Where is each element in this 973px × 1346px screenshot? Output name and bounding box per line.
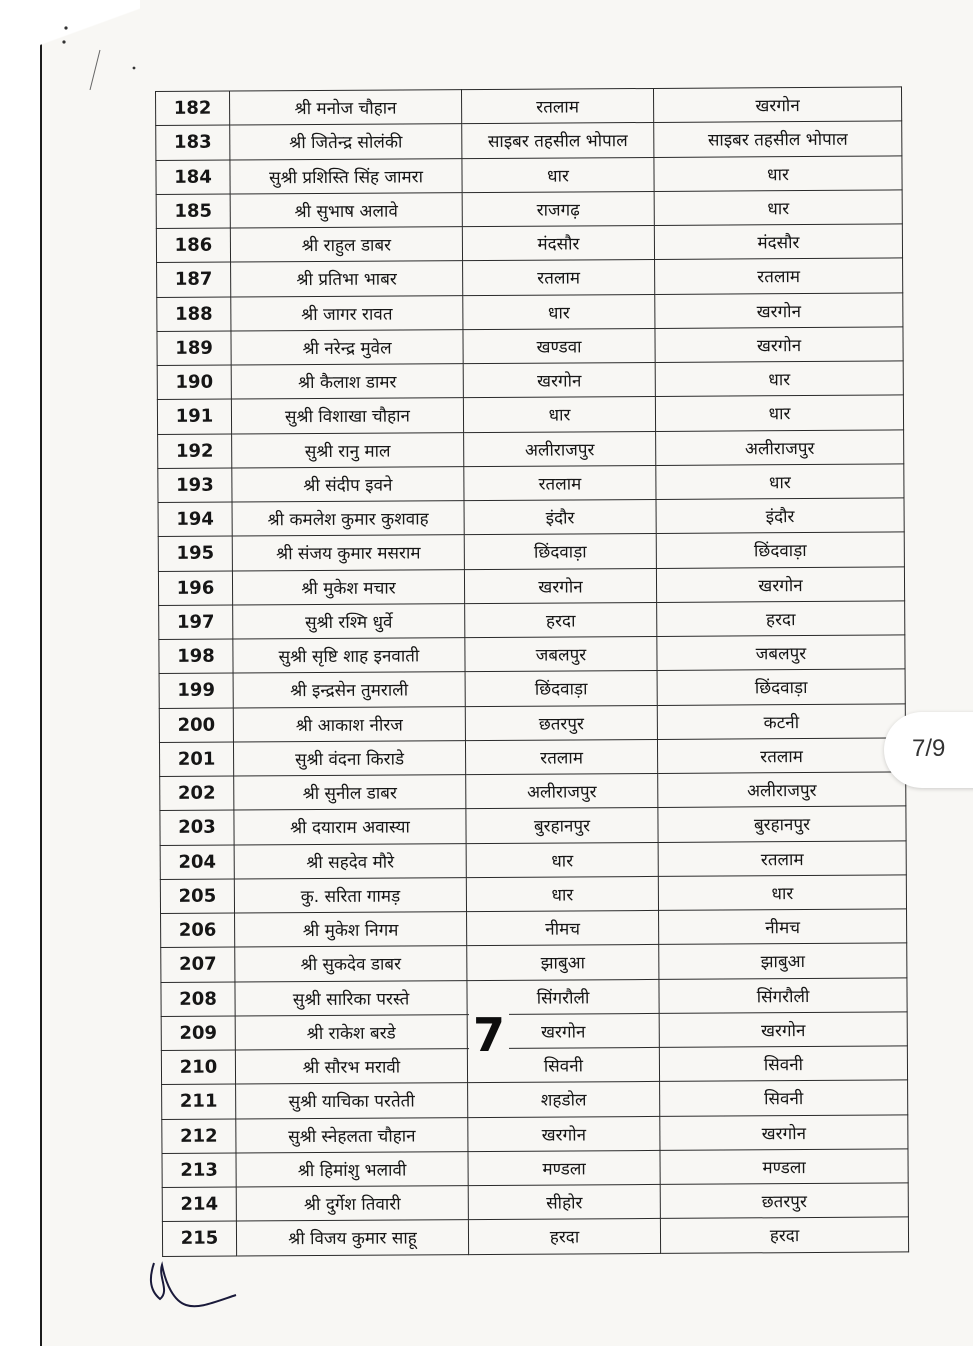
officer-name: सुश्री विशाखा चौहान [231, 398, 463, 434]
page-number: 7 [469, 1010, 509, 1060]
current-posting: छतरपुर [465, 705, 657, 740]
officer-name: श्री संदीप इवने [232, 466, 464, 502]
officer-name: श्री संजय कुमार मसराम [232, 535, 464, 571]
officer-name: सुश्री प्रशिस्ति सिंह जामरा [230, 158, 462, 194]
current-posting: साइबर तहसील भोपाल [462, 123, 654, 158]
serial-number: 197 [159, 605, 233, 640]
table-row [157, 361, 903, 400]
officer-name: श्री विजय कुमार साहू [236, 1220, 468, 1256]
new-posting: झाबुआ [659, 943, 907, 979]
new-posting: खरगोन [655, 292, 903, 328]
current-posting: अलीराजपुर [466, 773, 658, 808]
current-posting: मंदसौर [462, 225, 654, 260]
officer-name: श्री कमलेश कुमार कुशवाह [232, 501, 464, 537]
table-row [161, 909, 907, 948]
current-posting: रतलाम [461, 88, 653, 123]
page-indicator-badge[interactable] [884, 712, 973, 788]
table-row [160, 840, 906, 879]
table-row [161, 1012, 907, 1051]
new-posting: छिंदवाड़ा [657, 669, 905, 705]
officer-name: श्री हिमांशु भलावी [236, 1151, 468, 1187]
serial-number: 188 [157, 297, 231, 332]
new-posting: धार [655, 395, 903, 431]
new-posting: धार [658, 875, 906, 911]
serial-number: 205 [160, 879, 234, 914]
current-posting: रतलाम [463, 260, 655, 295]
current-posting: जबलपुर [465, 636, 657, 671]
table-row [156, 155, 902, 194]
new-posting: हरदा [660, 1217, 908, 1253]
new-posting: इंदौर [656, 498, 904, 534]
serial-number: 187 [157, 262, 231, 297]
new-posting: खरगोन [660, 1114, 908, 1150]
new-posting: धार [654, 190, 902, 226]
new-posting: मण्डला [660, 1149, 908, 1185]
serial-number: 183 [156, 125, 230, 160]
serial-number: 203 [160, 810, 234, 845]
page-margin [0, 0, 42, 1346]
current-posting: हरदा [465, 602, 657, 637]
new-posting: छतरपुर [660, 1183, 908, 1219]
serial-number: 196 [158, 571, 232, 606]
officer-name: श्री मुकेश निगम [235, 912, 467, 948]
current-posting: सीहोर [468, 1184, 660, 1219]
officer-name: श्री दुर्गेश तिवारी [236, 1186, 468, 1222]
officer-name: श्री सुनील डाबर [234, 775, 466, 811]
serial-number: 206 [161, 913, 235, 948]
new-posting: सिंगरौली [659, 977, 907, 1013]
new-posting: अलीराजपुर [656, 429, 904, 465]
officer-name: श्री कैलाश डामर [231, 364, 463, 400]
current-posting: धार [462, 157, 654, 192]
current-posting: खण्डवा [463, 328, 655, 363]
current-posting: धार [463, 397, 655, 432]
new-posting: छिंदवाड़ा [656, 532, 904, 568]
new-posting: खरगोन [656, 566, 904, 602]
table-row [158, 532, 904, 571]
table-row [161, 977, 907, 1016]
new-posting: खरगोन [653, 87, 901, 123]
officer-name: श्री नरेन्द्र मुवेल [231, 329, 463, 365]
officer-name: सुश्री वंदना किराडे [233, 740, 465, 776]
new-posting: अलीराजपुर [658, 772, 906, 808]
serial-number: 202 [160, 776, 234, 811]
current-posting: छिंदवाड़ा [464, 534, 656, 569]
new-posting: धार [654, 155, 902, 191]
officer-name: श्री मुकेश मचार [232, 569, 464, 605]
serial-number: 213 [162, 1153, 236, 1188]
officer-name: श्री सौरभ मरावी [235, 1049, 467, 1085]
table-row [158, 498, 904, 537]
serial-number: 186 [156, 228, 230, 263]
table-row [159, 601, 905, 640]
serial-number: 210 [161, 1050, 235, 1085]
current-posting: खरगोन [467, 1013, 659, 1048]
signature [140, 1255, 250, 1315]
current-posting: बुरहानपुर [466, 808, 658, 843]
current-posting: धार [463, 294, 655, 329]
serial-number: 191 [157, 399, 231, 434]
serial-number: 193 [158, 468, 232, 503]
table-row [162, 1080, 908, 1119]
table-row [160, 875, 906, 914]
current-posting: धार [466, 842, 658, 877]
current-posting: इंदौर [464, 499, 656, 534]
new-posting: धार [655, 361, 903, 397]
officer-name: श्री सहदेव मौरे [234, 843, 466, 879]
new-posting: हरदा [657, 601, 905, 637]
serial-number: 189 [157, 331, 231, 366]
current-posting: धार [466, 876, 658, 911]
new-posting: साइबर तहसील भोपाल [654, 121, 902, 157]
new-posting: कटनी [657, 703, 905, 739]
table-body [156, 87, 909, 1256]
serial-number: 195 [158, 536, 232, 571]
table-row [161, 1046, 907, 1085]
table-row [157, 292, 903, 331]
table-row [162, 1114, 908, 1153]
officer-name: कु. सरिता गामड़ [234, 877, 466, 913]
table-row [159, 635, 905, 674]
table-row [159, 738, 905, 777]
officer-name: श्री जितेन्द्र सोलंकी [230, 124, 462, 160]
new-posting: बुरहानपुर [658, 806, 906, 842]
serial-number: 204 [160, 845, 234, 880]
table-row [158, 429, 904, 468]
scan-marks [60, 20, 140, 90]
serial-number: 214 [162, 1187, 236, 1222]
current-posting: सिवनी [467, 1047, 659, 1082]
table-row [157, 258, 903, 297]
serial-number: 190 [157, 365, 231, 400]
table-row [161, 943, 907, 982]
serial-number: 182 [156, 91, 230, 126]
new-posting: रतलाम [657, 738, 905, 774]
current-posting: अलीराजपुर [464, 431, 656, 466]
new-posting: सिवनी [659, 1046, 907, 1082]
officer-name: श्री राहुल डाबर [230, 227, 462, 263]
serial-number: 200 [159, 708, 233, 743]
current-posting: खरगोन [463, 362, 655, 397]
current-posting: शहडोल [468, 1082, 660, 1117]
officer-name: श्री दयाराम अवास्या [234, 809, 466, 845]
new-posting: जबलपुर [657, 635, 905, 671]
current-posting: छिंदवाड़ा [465, 671, 657, 706]
table-row [157, 327, 903, 366]
table-row [157, 395, 903, 434]
officer-name: श्री मनोज चौहान [230, 90, 462, 126]
new-posting: खरगोन [659, 1012, 907, 1048]
table-row [158, 566, 904, 605]
table-row [156, 190, 902, 229]
new-posting: रतलाम [655, 258, 903, 294]
officer-name: सुश्री सारिका परस्ते [235, 980, 467, 1016]
table-row [162, 1149, 908, 1188]
current-posting: खरगोन [468, 1116, 660, 1151]
officer-name: सुश्री याचिका परतेती [236, 1083, 468, 1119]
current-posting: मण्डला [468, 1150, 660, 1185]
new-posting: सिवनी [660, 1080, 908, 1116]
table-row [156, 87, 902, 126]
serial-number: 209 [161, 1016, 235, 1051]
serial-number: 212 [162, 1119, 236, 1154]
table-row [160, 772, 906, 811]
new-posting: खरगोन [655, 327, 903, 363]
new-posting: रतलाम [658, 840, 906, 876]
table-row [156, 224, 902, 263]
current-posting: झाबुआ [467, 945, 659, 980]
current-posting: रतलाम [465, 739, 657, 774]
officer-name: सुश्री रश्मि धुर्वे [233, 603, 465, 639]
transfer-list-table [155, 86, 909, 1256]
officer-name: श्री इन्द्रसेन तुमराली [233, 672, 465, 708]
serial-number: 192 [158, 434, 232, 469]
officer-name: श्री जागर रावत [231, 295, 463, 331]
current-posting: रतलाम [464, 465, 656, 500]
new-posting: मंदसौर [654, 224, 902, 260]
table-row [162, 1217, 908, 1256]
serial-number: 215 [162, 1221, 236, 1256]
officer-name: सुश्री सृष्टि शाह इनवाती [233, 638, 465, 674]
serial-number: 201 [159, 742, 233, 777]
serial-number: 184 [156, 160, 230, 195]
officer-name: सुश्री रानु माल [232, 432, 464, 468]
new-posting: धार [656, 464, 904, 500]
table-row [159, 669, 905, 708]
officer-name: श्री प्रतिभा भाबर [231, 261, 463, 297]
officer-name: श्री सुभाष अलावे [230, 192, 462, 228]
serial-number: 198 [159, 639, 233, 674]
serial-number: 208 [161, 982, 235, 1017]
current-posting: खरगोन [464, 568, 656, 603]
officer-name: श्री आकाश नीरज [233, 706, 465, 742]
serial-number: 194 [158, 502, 232, 537]
new-posting: नीमच [659, 909, 907, 945]
page-indicator-text: 7/9 [912, 735, 946, 762]
table-row [158, 464, 904, 503]
serial-number: 207 [161, 947, 235, 982]
current-posting: हरदा [468, 1219, 660, 1254]
officer-name: श्री सुकदेव डाबर [235, 946, 467, 982]
current-posting: सिंगरौली [467, 979, 659, 1014]
current-posting: नीमच [467, 910, 659, 945]
table-row [156, 121, 902, 160]
officer-name: श्री राकेश बरडे [235, 1014, 467, 1050]
serial-number: 185 [156, 194, 230, 229]
serial-number: 199 [159, 673, 233, 708]
table-row [162, 1183, 908, 1222]
table-row [159, 703, 905, 742]
current-posting: राजगढ़ [462, 191, 654, 226]
serial-number: 211 [162, 1084, 236, 1119]
table-row [160, 806, 906, 845]
officer-name: सुश्री स्नेहलता चौहान [236, 1117, 468, 1153]
